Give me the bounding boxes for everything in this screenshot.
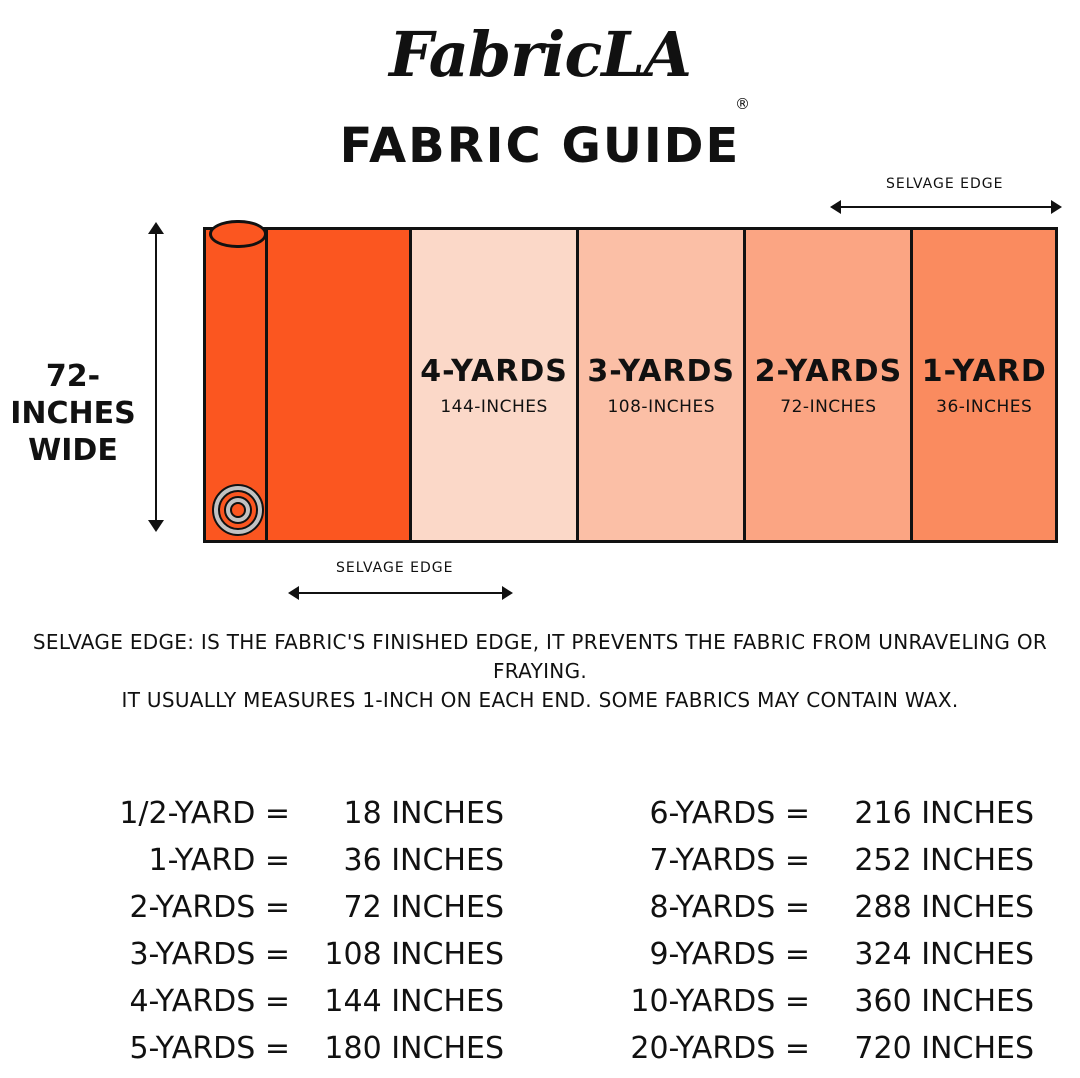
yards-value: 2-YARDS = xyxy=(129,890,290,925)
table-row xyxy=(0,890,540,937)
segment-subtitle: 72-INCHES xyxy=(780,396,877,417)
registered-trademark-symbol: ® xyxy=(735,95,750,113)
table-row xyxy=(0,1031,540,1078)
inches-value: 108 INCHES xyxy=(324,937,504,972)
fabric-width-label-line2: WIDE xyxy=(28,433,118,469)
inches-value: 72 INCHES xyxy=(343,890,504,925)
table-row xyxy=(540,890,1080,937)
yards-value: 1/2-YARD = xyxy=(119,796,290,831)
table-row xyxy=(0,843,540,890)
roll-seam-line xyxy=(265,230,268,540)
conversion-column-right xyxy=(540,796,1080,1078)
double-arrow-icon xyxy=(830,200,1062,214)
inches-value: 18 INCHES xyxy=(343,796,504,831)
table-row xyxy=(540,1031,1080,1078)
table-row xyxy=(540,843,1080,890)
fabric-segment-2-yards xyxy=(743,230,910,540)
inches-value: 360 INCHES xyxy=(854,984,1034,1019)
fabric-roll-spiral-icon xyxy=(212,484,264,536)
yards-value: 9-YARDS = xyxy=(649,937,810,972)
inches-value: 180 INCHES xyxy=(324,1031,504,1066)
inches-value: 324 INCHES xyxy=(854,937,1034,972)
table-row xyxy=(540,984,1080,1031)
segment-subtitle: 108-INCHES xyxy=(607,396,715,417)
selvage-edge-note xyxy=(0,628,1080,715)
selvage-edge-marker-bottom xyxy=(288,560,513,608)
table-row xyxy=(0,984,540,1031)
inches-value: 144 INCHES xyxy=(324,984,504,1019)
inches-value: 252 INCHES xyxy=(854,843,1034,878)
fabric-width-label xyxy=(0,358,146,470)
table-row xyxy=(540,796,1080,843)
yards-value: 4-YARDS = xyxy=(129,984,290,1019)
selvage-note-line1: SELVAGE EDGE: IS THE FABRIC'S FINISHED EDGE, IT PREVENTS THE FABRIC FROM UNRAVELING OR FRAYING. xyxy=(32,630,1048,683)
segment-title: 1-YARD xyxy=(921,353,1047,389)
fabric-segment-3-yards xyxy=(576,230,743,540)
yards-value: 5-YARDS = xyxy=(129,1031,290,1066)
yards-value: 10-YARDS = xyxy=(630,984,810,1019)
page-title: FABRIC GUIDE xyxy=(339,118,741,174)
segment-title: 2-YARDS xyxy=(754,353,903,389)
selvage-note-line2: IT USUALLY MEASURES 1-INCH ON EACH END. SOME FABRICS MAY CONTAIN WAX. xyxy=(121,688,959,712)
fabric-segment-roll xyxy=(206,230,409,540)
fabric-bolt-diagram xyxy=(203,227,1058,543)
inches-value: 36 INCHES xyxy=(343,843,504,878)
fabric-width-label-line1: 72-INCHES xyxy=(10,359,136,432)
segment-title: 4-YARDS xyxy=(420,353,568,389)
inches-value: 720 INCHES xyxy=(854,1031,1034,1066)
segment-title: 3-YARDS xyxy=(587,353,736,389)
table-row xyxy=(0,937,540,984)
selvage-edge-label-bottom: SELVAGE EDGE xyxy=(336,560,454,576)
table-row xyxy=(0,796,540,843)
yards-value: 6-YARDS = xyxy=(649,796,810,831)
fabric-segment-4-yards xyxy=(409,230,576,540)
yards-value: 1-YARD = xyxy=(148,843,290,878)
inches-value: 216 INCHES xyxy=(854,796,1034,831)
double-arrow-icon xyxy=(288,586,513,600)
inches-value: 288 INCHES xyxy=(854,890,1034,925)
table-row xyxy=(540,937,1080,984)
conversion-column-left xyxy=(0,796,540,1078)
brand-logo: FabricLA xyxy=(389,18,691,91)
yards-value: 8-YARDS = xyxy=(649,890,810,925)
yards-value: 3-YARDS = xyxy=(129,937,290,972)
selvage-edge-marker-top xyxy=(830,176,1062,224)
fabric-segment-1-yard xyxy=(910,230,1055,540)
fabric-roll-top-icon xyxy=(209,220,267,248)
yards-to-inches-conversion-table xyxy=(0,796,1080,1078)
yards-value: 20-YARDS = xyxy=(630,1031,810,1066)
yards-value: 7-YARDS = xyxy=(649,843,810,878)
fabric-width-arrow-icon xyxy=(148,222,164,532)
segment-subtitle: 144-INCHES xyxy=(440,396,548,417)
segment-subtitle: 36-INCHES xyxy=(936,396,1033,417)
selvage-edge-label-top: SELVAGE EDGE xyxy=(886,176,1004,192)
